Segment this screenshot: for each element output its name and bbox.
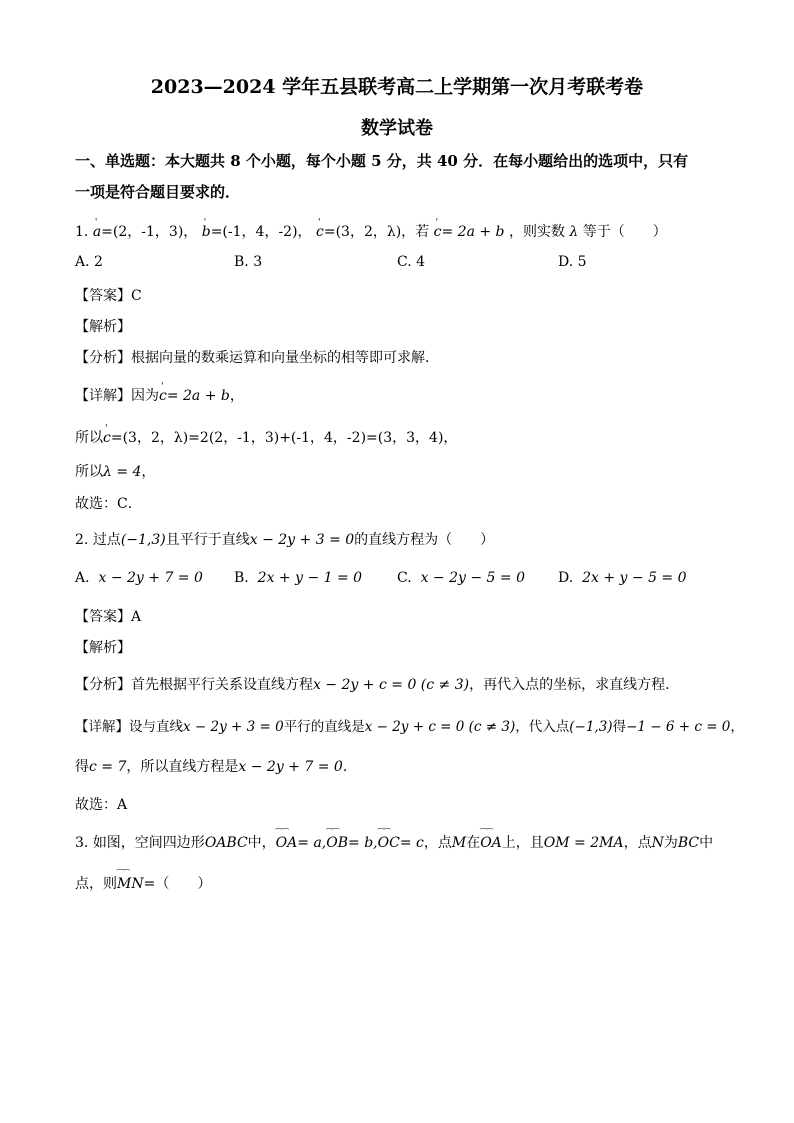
option-expr: 2x + y − 5 = 0 <box>582 570 687 586</box>
q2-option-d <box>558 570 687 586</box>
question-text: 如图，空间四边形 <box>92 835 205 851</box>
point-expr: (−1,3) <box>120 532 166 548</box>
vector-c-symbol: ' c <box>159 386 167 406</box>
vector-c-symbol: ' c <box>316 222 324 242</box>
vector-b-value: =(-1，4，-2)， <box>210 224 312 240</box>
answer-value: C <box>131 288 142 304</box>
q2-analysis-tag: 【解析】 <box>75 640 131 656</box>
fenxi-tag: 【分析】 <box>75 677 131 693</box>
point-n: N <box>651 835 664 851</box>
vector-c-symbol: ' c <box>434 222 442 242</box>
xiangjie-expr: = 2a + b <box>166 388 230 404</box>
option-expr: x − 2y − 5 = 0 <box>420 570 525 586</box>
vector-eq: = a, <box>297 835 327 851</box>
q1-xiangjie <box>75 386 244 406</box>
q1-option-a: A. 2 <box>75 254 103 270</box>
option-letter: C. <box>397 570 412 586</box>
step-expr: λ = 4 <box>103 464 142 480</box>
answer-tag: 【答案】 <box>75 288 131 304</box>
question-number: 1. <box>75 224 89 240</box>
line-equation: x − 2y + 3 = 0 <box>249 532 355 548</box>
vector-c-symbol: ' c <box>103 428 111 448</box>
q2-option-a <box>75 570 203 586</box>
q2-option-c <box>397 570 525 586</box>
vector-oc: ‿‿ OC <box>378 833 400 853</box>
step-text: 所以 <box>75 430 103 446</box>
option-expr: x − 2y + 7 = 0 <box>98 570 203 586</box>
q1-step2 <box>75 462 155 482</box>
question-text: 的直线方程为（ ） <box>354 532 495 548</box>
xiangjie-expr: x − 2y + c = 0 (c ≠ 3) <box>364 719 516 735</box>
fenxi-text: 首先根据平行关系设直线方程 <box>131 677 313 693</box>
q1-option-b: B. 3 <box>234 254 263 270</box>
xiangjie-text: . <box>342 759 348 775</box>
xiangjie-text: 得 <box>75 759 89 775</box>
question-3-stem-line2 <box>75 874 211 894</box>
xiangjie-tag: 【详解】 <box>75 719 129 735</box>
lambda-symbol: λ <box>569 224 579 240</box>
question-number: 3. <box>75 835 89 851</box>
xiangjie-expr: c = 7 <box>89 759 127 775</box>
step-text: ， <box>141 464 156 480</box>
fenxi-expr: x − 2y + c = 0 (c ≠ 3) <box>313 677 470 693</box>
answer-value: A <box>131 609 142 625</box>
q1-analysis-tag: 【解析】 <box>75 319 131 335</box>
answer-tag: 【答案】 <box>75 609 131 625</box>
xiangjie-point: (−1,3) <box>569 719 613 735</box>
xiangjie-text: 设与直线 <box>129 719 183 735</box>
question-text: 在 <box>466 835 481 851</box>
vector-oa: ‿‿ OA <box>276 833 298 853</box>
question-text: 为 <box>663 835 678 851</box>
question-text: =（ ） <box>143 876 212 892</box>
question-3-stem <box>75 833 713 853</box>
question-text: 中， <box>247 835 276 851</box>
q1-step1 <box>75 428 457 448</box>
question-text: 点，则 <box>75 876 117 892</box>
q1-option-c: C. 4 <box>397 254 426 270</box>
q2-answer <box>75 607 141 627</box>
vector-condition: = 2a + b <box>441 224 505 240</box>
vector-oa: ‿‿ OA <box>480 833 502 853</box>
exam-title: 2023—2024 学年五县联考高二上学期第一次月考联考卷 <box>150 76 644 98</box>
question-text: 等于（ ） <box>582 224 667 240</box>
xiangjie-tag: 【详解】 <box>75 388 131 404</box>
option-letter: D. <box>558 570 574 586</box>
xiangjie-expr: −1 − 6 + c = 0 <box>626 719 731 735</box>
q2-option-b <box>234 570 362 586</box>
q1-conclusion: 故选：C． <box>75 496 142 512</box>
question-1-stem <box>75 222 667 242</box>
question-text: 中 <box>699 835 714 851</box>
option-letter: A. <box>75 570 90 586</box>
question-text: 上，且 <box>501 835 544 851</box>
q2-xiangjie-line2 <box>75 757 347 777</box>
vector-ob: ‿‿ OB <box>326 833 348 853</box>
option-expr: 2x + y − 1 = 0 <box>257 570 363 586</box>
xiangjie-expr: x − 2y + 3 = 0 <box>183 719 284 735</box>
fenxi-text: ，再代入点的坐标，求直线方程. <box>469 677 670 693</box>
vector-mn: ‿‿ MN <box>117 874 144 894</box>
segment-bc: BC <box>677 835 700 851</box>
exam-subtitle: 数学试卷 <box>361 118 433 139</box>
question-text: ，点 <box>423 835 452 851</box>
q1-fenxi <box>75 348 439 368</box>
vector-c-value: =(3，2，λ)，若 <box>323 224 430 240</box>
step-text: 所以 <box>75 464 103 480</box>
vector-eq: = c <box>399 835 424 851</box>
point-m: M <box>451 835 467 851</box>
vector-b-symbol: ' b <box>202 222 211 242</box>
section-heading-line1: 一、单选题：本大题共 8 个小题，每个小题 5 分，共 40 分．在每小题给出的选项中，只有 <box>75 152 689 170</box>
fenxi-tag: 【分析】 <box>75 350 131 366</box>
xiangjie-expr: x − 2y + 7 = 0 <box>238 759 343 775</box>
q2-xiangjie <box>75 717 744 737</box>
question-number: 2. <box>75 532 89 548</box>
section-heading-line2: 一项是符合题目要求的． <box>75 183 241 201</box>
relation-expr: OM = 2MA <box>543 835 624 851</box>
step-expr: =(3，2，λ)=2(2，-1，3)+(-1，4，-2)=(3，3，4)， <box>110 430 458 446</box>
xiangjie-text: ， <box>229 388 244 404</box>
vector-eq: = b, <box>348 835 378 851</box>
question-text: ，则实数 <box>508 224 565 240</box>
xiangjie-text: ， <box>730 719 744 735</box>
vector-a-symbol: ' a <box>93 222 101 242</box>
xiangjie-text: 平行的直线是 <box>283 719 365 735</box>
fenxi-text: 根据向量的数乘运算和向量坐标的相等即可求解． <box>131 350 439 366</box>
option-letter: B. <box>234 570 249 586</box>
q2-fenxi <box>75 675 670 695</box>
question-text: ，点 <box>623 835 652 851</box>
xiangjie-text: ，所以直线方程是 <box>126 759 239 775</box>
vector-a-value: =(2，-1，3)， <box>101 224 198 240</box>
question-text: 过点 <box>92 532 121 548</box>
q2-conclusion: 故选：A <box>75 797 128 813</box>
q1-option-d: D. 5 <box>558 254 587 270</box>
question-2-stem <box>75 530 494 550</box>
xiangjie-text: 得 <box>612 719 627 735</box>
xiangjie-text: 因为 <box>131 388 159 404</box>
question-text: 且平行于直线 <box>165 532 250 548</box>
shape-name: OABC <box>204 835 248 851</box>
xiangjie-text: ，代入点 <box>515 719 570 735</box>
q1-answer <box>75 286 142 306</box>
